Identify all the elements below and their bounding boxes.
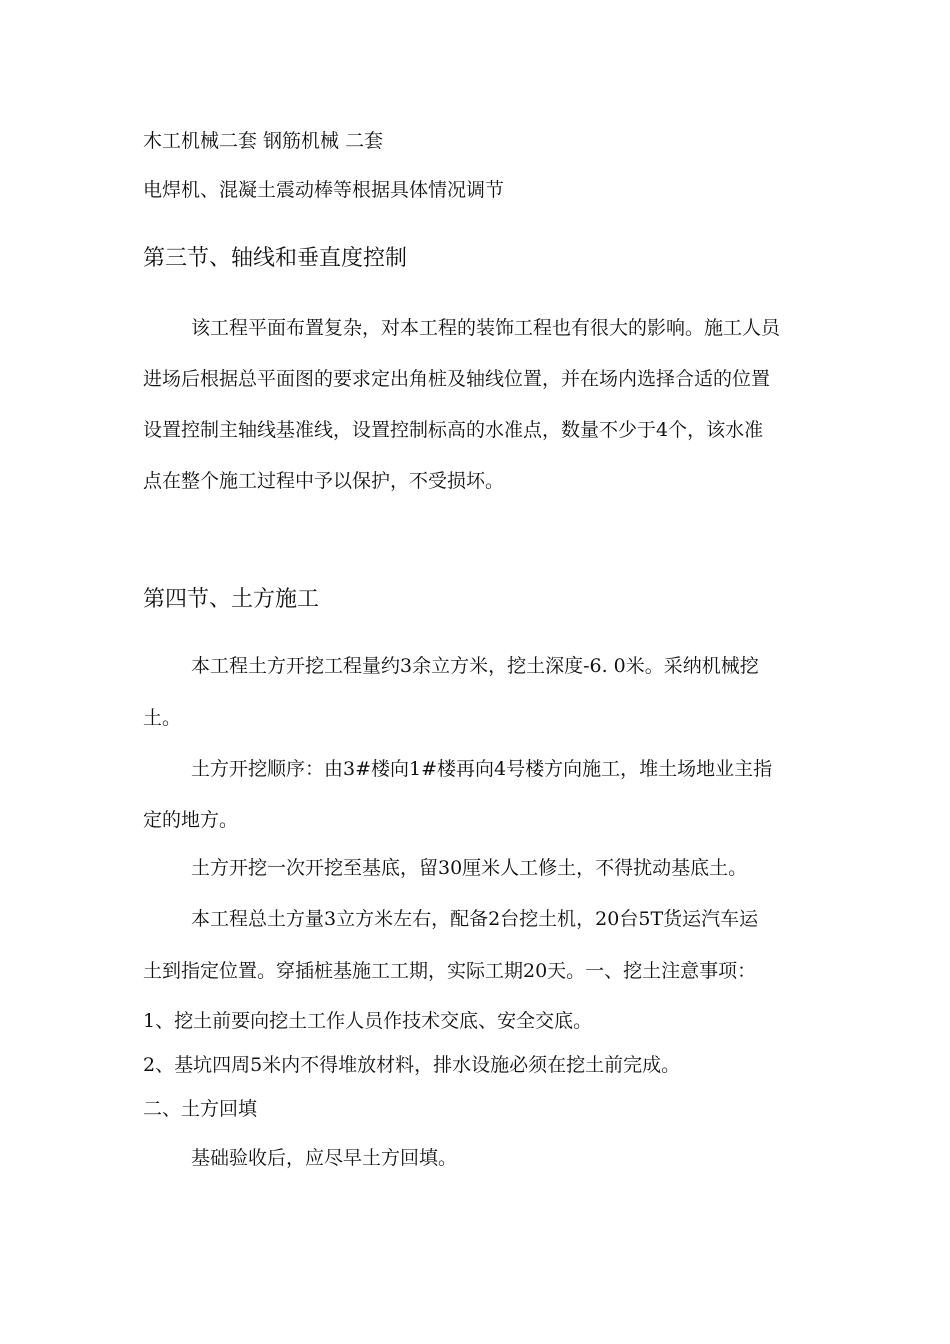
excavation-note-1: 1、挖土前要向挖土工作人员作技术交底、安全交底。 bbox=[143, 1010, 593, 1032]
section-3-heading: 第三节、轴线和垂直度控制 bbox=[143, 246, 408, 271]
excavation-note-2: 2、基坑四周5米内不得堆放材料，排水设施必须在挖土前完成。 bbox=[143, 1054, 681, 1076]
section-3-paragraph-line-2: 进场后根据总平面图的要求定出角桩及轴线位置，并在场内选择合适的位置 bbox=[143, 368, 771, 390]
section-3-paragraph-line-3: 设置控制主轴线基准线，设置控制标高的水准点，数量不少于4个，该水准 bbox=[143, 419, 764, 441]
section-3-paragraph-line-4: 点在整个施工过程中予以保护，不受损坏。 bbox=[143, 470, 505, 492]
earthwork-volume-line-2: 土。 bbox=[143, 707, 182, 729]
excavation-order-line-2: 定的地方。 bbox=[143, 809, 239, 831]
earthwork-quantity-line-1: 本工程总土方量3立方米左右，配备2台挖土机，20台5T货运汽车运 bbox=[191, 908, 759, 930]
earthwork-volume-line-1: 本工程土方开挖工程量约3余立方米，挖土深度-6. 0米。采纳机械挖 bbox=[191, 655, 759, 677]
excavation-depth-line: 土方开挖一次开挖至基底，留30厘米人工修土，不得扰动基底土。 bbox=[191, 857, 748, 879]
backfill-heading: 二、土方回填 bbox=[143, 1098, 258, 1120]
section-3-paragraph-line-1: 该工程平面布置复杂，对本工程的装饰工程也有很大的影响。施工人员 bbox=[191, 317, 781, 339]
equipment-line-2: 电焊机、混凝土震动棒等根据具体情况调节 bbox=[143, 179, 505, 201]
equipment-line-1: 木工机械二套 钢筋机械 二套 bbox=[143, 130, 384, 152]
backfill-paragraph: 基础验收后，应尽早土方回填。 bbox=[191, 1147, 458, 1169]
excavation-order-line-1: 土方开挖顺序：由3#楼向1#楼再向4号楼方向施工，堆土场地业主指 bbox=[191, 758, 773, 780]
earthwork-quantity-line-2: 土到指定位置。穿插桩基施工工期，实际工期20天。一、挖土注意事项： bbox=[143, 960, 757, 982]
section-4-heading: 第四节、土方施工 bbox=[143, 587, 320, 612]
